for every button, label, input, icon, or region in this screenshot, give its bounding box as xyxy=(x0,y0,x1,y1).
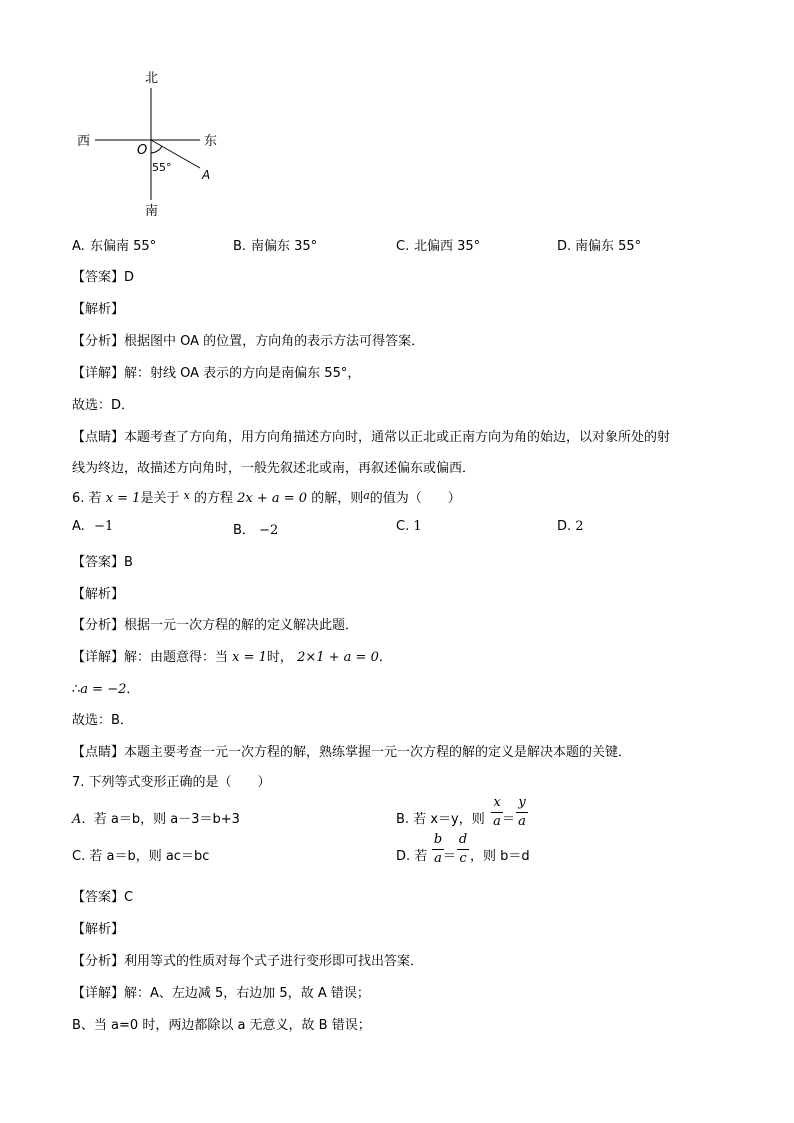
q5-option-a: A. 东偏南 55° xyxy=(72,239,157,254)
q7-detail2: B、当 a=0 时，两边都除以 a 无意义，故 B 错误； xyxy=(72,1018,371,1033)
q6-answer: 【答案】B xyxy=(72,555,133,570)
q7-option-d-prefix: D. 若 xyxy=(396,849,428,864)
q6-question: 6. 若 x = 1是关于 $^x$ 的方程 2x + a = 0 的解，则$^a$的值为（ ） xyxy=(72,489,461,506)
q5-option-d: D. 南偏东 55° xyxy=(557,239,642,254)
q5-option-c: C. 北偏西 35° xyxy=(396,239,481,254)
q6-option-a: A. −1 xyxy=(72,519,114,534)
q7-analysis-head: 【解析】 xyxy=(72,922,125,937)
q6-therefore: ∴a = −2． xyxy=(72,682,140,697)
q5-choose: 故选：D． xyxy=(72,398,135,413)
q7-option-d-fraction-left: b a xyxy=(433,832,443,866)
label-angle: 55° xyxy=(152,161,172,174)
q5-analysis-head: 【解析】 xyxy=(72,302,125,317)
angle-arc xyxy=(151,146,162,153)
label-west: 西 xyxy=(77,134,91,149)
q7-option-d-suffix: ，则 b＝d xyxy=(470,849,530,864)
label-north: 北 xyxy=(145,71,159,86)
q7-detail: 【详解】解：A、左边减 5，右边加 5，故 A 错误； xyxy=(72,986,370,1001)
q6-analysis-head: 【解析】 xyxy=(72,587,125,602)
q6-comment: 【点睛】本题主要考查一元一次方程的解，熟练掌握一元一次方程的解的定义是解决本题的关键． xyxy=(72,745,632,760)
q5-option-b: B. 南偏东 35° xyxy=(233,239,318,254)
q5-detail: 【详解】解：射线 OA 表示的方向是南偏东 55°， xyxy=(72,366,361,381)
q7-option-a: A. 若 a＝b，则 a－3＝b+3 xyxy=(72,812,240,827)
q7-option-d-fraction-right: d c xyxy=(458,832,468,866)
q5-comment-line1: 【点睛】本题考查了方向角，用方向角描述方向时，通常以正北或正南方向为角的始边，以对象所处的射 xyxy=(72,430,671,445)
q5-comment-line2: 线为终边，故描述方向角时，一般先叙述北或南，再叙述偏东或偏西． xyxy=(72,461,476,476)
q7-answer: 【答案】C xyxy=(72,890,134,905)
label-origin: O xyxy=(137,143,148,158)
q5-answer: 【答案】D xyxy=(72,270,135,285)
q7-option-b-fraction-left: x a xyxy=(491,796,503,829)
q7-option-d-equals: ＝ xyxy=(443,849,457,864)
q5-analysis: 【分析】根据图中 OA 的位置，方向角的表示方法可得答案． xyxy=(72,334,425,349)
label-east: 东 xyxy=(204,134,218,149)
label-point-a: A xyxy=(202,168,211,182)
label-south: 南 xyxy=(145,204,159,219)
q7-option-b-equals: ＝ xyxy=(502,812,516,827)
q6-option-c: C. 1 xyxy=(396,519,422,534)
q7-analysis: 【分析】利用等式的性质对每个式子进行变形即可找出答案． xyxy=(72,954,424,969)
compass-diagram xyxy=(60,60,240,230)
q7-question: 7. 下列等式变形正确的是（ ） xyxy=(72,775,271,790)
q6-option-b: B． −2 xyxy=(233,523,279,538)
q7-option-b-fraction-right: y a xyxy=(516,796,528,829)
q6-analysis: 【分析】根据一元一次方程的解的定义解决此题． xyxy=(72,618,359,633)
q7-option-b: B. 若 x＝y，则 xyxy=(396,812,485,827)
q6-detail: 【详解】解：由题意得：当 x = 1时， 2×1 + a = 0． xyxy=(72,650,392,665)
q7-option-c: C. 若 a＝b，则 ac＝bc xyxy=(72,849,210,864)
q6-choose: 故选：B． xyxy=(72,713,133,728)
q6-option-d: D. 2 xyxy=(557,519,584,534)
